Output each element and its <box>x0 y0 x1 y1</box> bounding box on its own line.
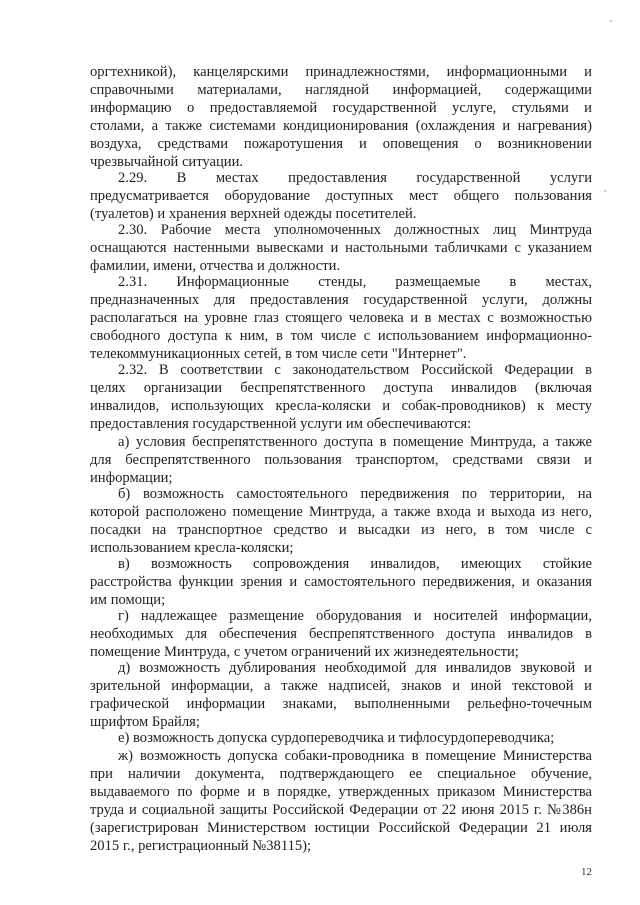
list-item-g: г) надлежащее размещение оборудования и носителей информации, <box>118 608 592 624</box>
text-line: использованием кресла-коляски; <box>90 540 294 556</box>
text-line: при наличии документа, подтверждающего ее специальное обучение, <box>90 766 592 782</box>
text-line: необходимых для обеспечения беспрепятственного доступа инвалидов в <box>90 626 592 642</box>
text-line: информации; <box>90 470 173 486</box>
list-item-e: е) возможность допуска сурдопереводчика и тифлосурдопереводчика; <box>118 730 555 746</box>
text-line: предоставления государственной услуги им обеспечиваются: <box>90 416 472 432</box>
text-line: справочными материалами, наглядной информацией, содержащими <box>90 82 592 98</box>
text-line: свободного доступа к ним, в том числе с использованием информационно- <box>90 328 592 344</box>
list-item-d: д) возможность дублирования необходимой для инвалидов звуковой и <box>118 660 592 676</box>
scan-speck <box>604 190 606 192</box>
text-line: для беспрепятственного пользования транспортом, средствами связи и <box>90 452 592 468</box>
text-line: шрифтом Брайля; <box>90 714 200 730</box>
page-number: 12 <box>581 866 592 878</box>
text-line: фамилии, имени, отчества и должности. <box>90 258 341 274</box>
text-line: телекоммуникационных сетей, в том числе сети "Интернет". <box>90 346 467 362</box>
text-line: целях организации беспрепятственного доступа инвалидов (включая <box>90 380 592 396</box>
text-line: посадки на транспортное средство и высадки из него, в том числе с <box>90 522 592 538</box>
text-line: чрезвычайной ситуации. <box>90 154 244 170</box>
list-item-b: б) возможность самостоятельного передвижения по территории, на <box>118 486 592 502</box>
text-line: (туалетов) и хранения верхней одежды посетителей. <box>90 206 417 222</box>
text-line: воздуха, средствами пожаротушения и оповещения о возникновении <box>90 136 592 152</box>
text-line: инвалидов, использующих кресла-коляски и собак-проводников) к месту <box>90 398 592 414</box>
text-line: (зарегистрирован Министерством юстиции Российской Федерации 21 июля <box>90 820 592 836</box>
text-line: предназначенных для предоставления государственной услуги, должны <box>90 292 592 308</box>
list-item-zh: ж) возможность допуска собаки-проводника в помещение Министерства <box>118 748 592 764</box>
text-line: которой расположено помещение Минтруда, а также входа и выхода из него, <box>90 504 592 520</box>
text-line: им помощи; <box>90 592 166 608</box>
scan-speck <box>610 20 612 22</box>
list-item-a: а) условия беспрепятственного доступа в помещение Минтруда, а также <box>118 434 592 450</box>
text-line: 2015 г., регистрационный №38115); <box>90 838 312 854</box>
section-2-30-heading: 2.30. Рабочие места уполномоченных должностных лиц Минтруда <box>118 222 592 238</box>
text-line: располагаться на уровне глаз стоящего человека и в местах с возможностью <box>90 310 592 326</box>
text-line: помещение Минтруда, с учетом ограничений их жизнедеятельности; <box>90 644 519 660</box>
text-line: оснащаются настенными вывесками и настольными табличками с указанием <box>90 240 592 256</box>
text-line: столами, а также системами кондиционирования (охлаждения и нагревания) <box>90 118 592 134</box>
section-2-32-heading: 2.32. В соответствии с законодательством Российской Федерации в <box>118 362 592 378</box>
text-line: зрительной информации, а также надписей, знаков и иной текстовой и <box>90 678 592 694</box>
text-line: оргтехникой), канцелярскими принадлежностями, информационными и <box>90 64 592 80</box>
section-2-31-heading: 2.31. Информационные стенды, размещаемые в местах, <box>118 274 592 290</box>
text-line: информацию о предоставляемой государственной услуге, стульями и <box>90 100 592 116</box>
text-line: предусматривается оборудование доступных мест общего пользования <box>90 188 592 204</box>
list-item-v: в) возможность сопровождения инвалидов, имеющих стойкие <box>118 556 592 572</box>
text-line: графической информации знаками, выполненными рельефно-точечным <box>90 696 592 712</box>
section-2-29-heading: 2.29. В местах предоставления государственной услуги <box>118 170 592 186</box>
text-line: выдаваемого по форме и в порядке, утвержденных приказом Министерства <box>90 784 592 800</box>
text-line: расстройства функции зрения и самостоятельного передвижения, и оказания <box>90 574 592 590</box>
text-line: труда и социальной защиты Российской Федерации от 22 июня 2015 г. №386н <box>90 802 592 818</box>
